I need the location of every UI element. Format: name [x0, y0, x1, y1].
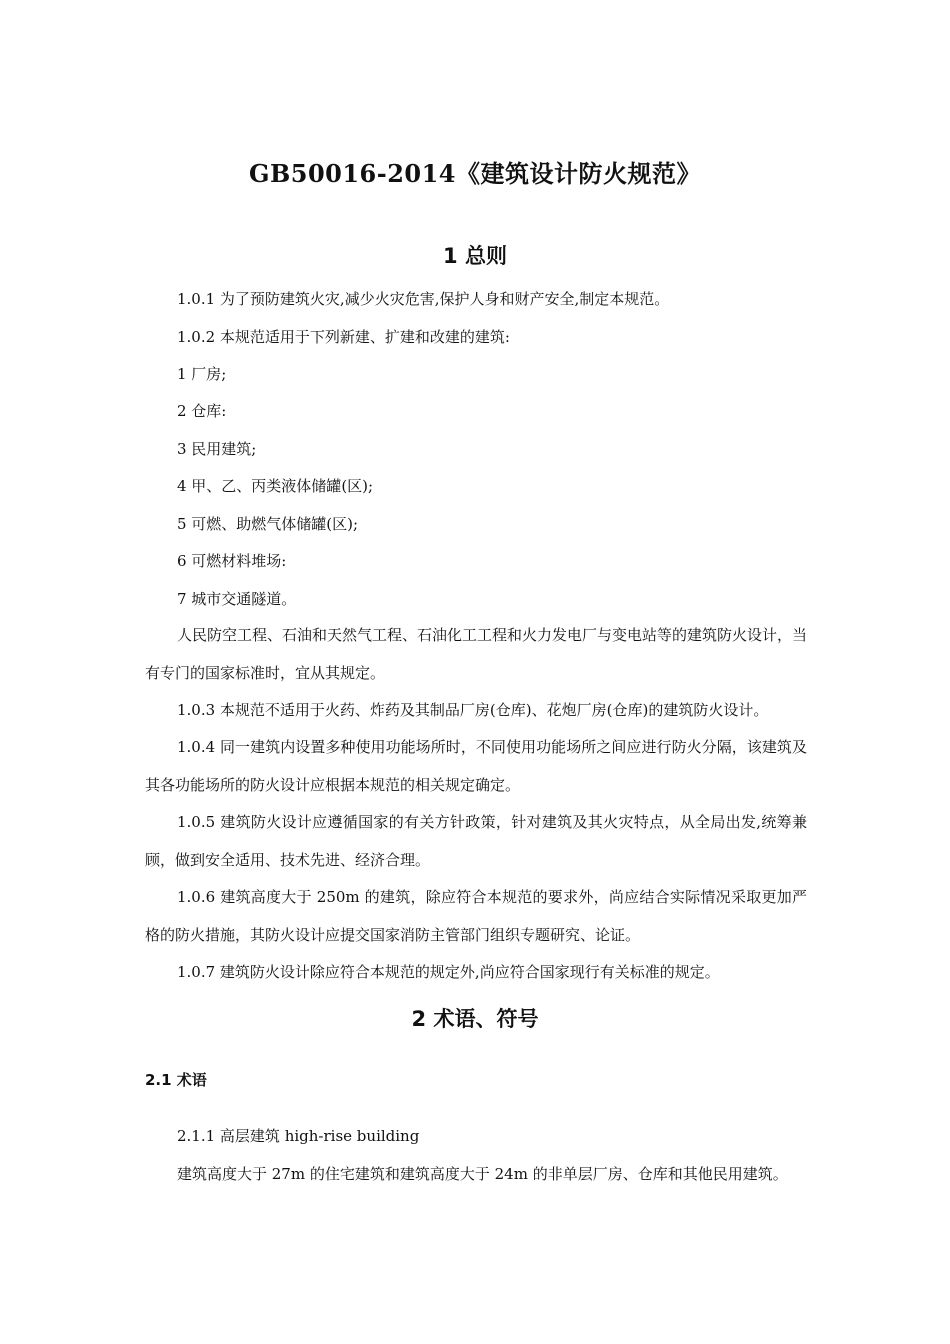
chapter-1-heading: 1 总则 [443, 244, 507, 268]
clause-1-0-6: 1.0.6 建筑高度大于 250m 的建筑，除应符合本规范的要求外，尚应结合实际情况采取更加严格的防火措施，其防火设计应提交国家消防主管部门组织专题研究、论证。 [145, 888, 807, 944]
clause-1-0-3: 1.0.3 本规范不适用于火药、炸药及其制品厂房(仓库)、花炮厂房(仓库)的建筑防火设计。 [177, 701, 769, 719]
chapter-2-heading: 2 术语、符号 [411, 1007, 539, 1031]
list-item-2: 2 仓库: [177, 402, 227, 420]
list-item-7: 7 城市交通隧道。 [177, 590, 297, 608]
clause-2-1-1-term: 2.1.1 高层建筑 high-rise building [177, 1127, 420, 1145]
document-title: GB50016-2014《建筑设计防火规范》 [248, 159, 702, 188]
clause-2-1-1-definition: 建筑高度大于 27m 的住宅建筑和建筑高度大于 24m 的非单层厂房、仓库和其他民用建筑。 [177, 1165, 788, 1183]
clause-1-0-7: 1.0.7 建筑防火设计除应符合本规范的规定外,尚应符合国家现行有关标准的规定。 [177, 963, 720, 981]
section-2-1-heading: 2.1 术语 [145, 1071, 207, 1089]
list-item-4: 4 甲、乙、丙类液体储罐(区); [177, 477, 374, 495]
list-item-5: 5 可燃、助燃气体储罐(区); [177, 515, 359, 533]
list-item-6: 6 可燃材料堆场: [177, 552, 287, 570]
clause-1-0-4: 1.0.4 同一建筑内设置多种使用功能场所时，不同使用功能场所之间应进行防火分隔，该建筑及其各功能场所的防火设计应根据本规范的相关规定确定。 [145, 738, 807, 794]
clause-1-0-2: 1.0.2 本规范适用于下列新建、扩建和改建的建筑: [177, 328, 510, 346]
list-item-1: 1 厂房; [177, 365, 227, 383]
scope-note-paragraph: 人民防空工程、石油和天然气工程、石油化工工程和火力发电厂与变电站等的建筑防火设计，当有专门的国家标准时，宜从其规定。 [145, 626, 808, 682]
list-item-3: 3 民用建筑; [177, 440, 257, 458]
clause-1-0-1: 1.0.1 为了预防建筑火灾,减少火灾危害,保护人身和财产安全,制定本规范。 [177, 290, 670, 308]
clause-1-0-5: 1.0.5 建筑防火设计应遵循国家的有关方针政策，针对建筑及其火灾特点，从全局出发,统筹兼顾，做到安全适用、技术先进、经济合理。 [145, 813, 807, 869]
